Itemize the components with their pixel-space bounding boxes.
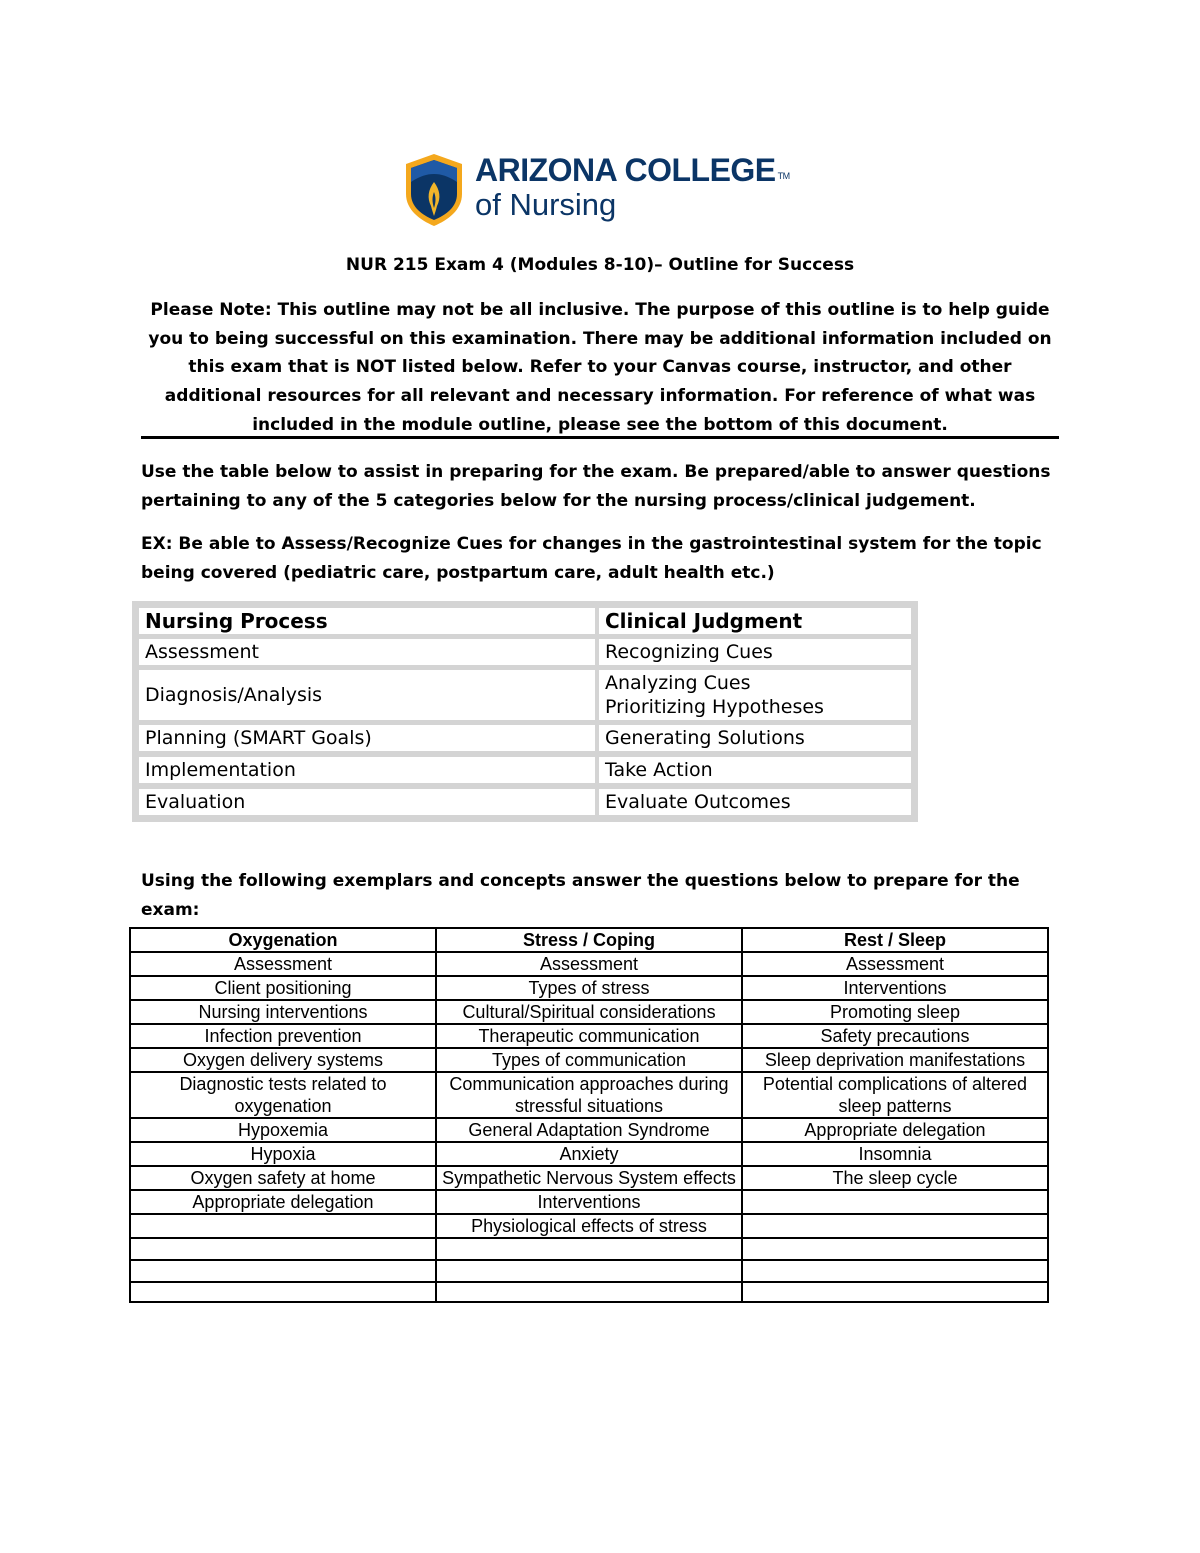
table-cell: Client positioning: [130, 976, 436, 1000]
table-cell: [742, 1282, 1048, 1302]
table-cell: Sleep deprivation manifestations: [742, 1048, 1048, 1072]
nursing-process-table: [132, 601, 918, 822]
table-cell: Interventions: [742, 976, 1048, 1000]
table-cell: Evaluate Outcomes: [599, 789, 911, 815]
table-row: [130, 952, 1048, 976]
table-cell: General Adaptation Syndrome: [436, 1118, 742, 1142]
table-cell: [742, 1260, 1048, 1282]
table-row: [130, 1118, 1048, 1142]
table-cell: Potential complications of altered sleep patterns: [742, 1072, 1048, 1118]
table-cell: Anxiety: [436, 1142, 742, 1166]
table-row: [130, 1024, 1048, 1048]
table-cell: Evaluation: [139, 789, 595, 815]
divider: [141, 436, 1059, 439]
table-cell: Generating Solutions: [599, 725, 911, 751]
table-cell: Infection prevention: [130, 1024, 436, 1048]
table-row: [130, 976, 1048, 1000]
logo-wordmark: [475, 152, 790, 222]
table-cell: [436, 1282, 742, 1302]
intro-paragraph: Use the table below to assist in preparing for the exam. Be prepared/able to answer questions pertaining to any of the 5 categories below for the nursing process/clinical judgement.: [141, 462, 1051, 511]
table-cell: The sleep cycle: [742, 1166, 1048, 1190]
table-cell: Assessment: [436, 952, 742, 976]
table-row: [130, 1142, 1048, 1166]
table-row: [130, 1260, 1048, 1282]
table-cell: Recognizing Cues: [599, 639, 911, 665]
table-cell: Safety precautions: [742, 1024, 1048, 1048]
shield-flame-icon: [403, 152, 465, 228]
table-row: [130, 1000, 1048, 1024]
table-cell: Diagnostic tests related to oxygenation: [130, 1072, 436, 1118]
table-cell: Types of stress: [436, 976, 742, 1000]
table-cell: Hypoxia: [130, 1142, 436, 1166]
table-cell: Nursing interventions: [130, 1000, 436, 1024]
table-cell: Implementation: [139, 757, 595, 783]
table-cell: Appropriate delegation: [130, 1190, 436, 1214]
table-cell: Hypoxemia: [130, 1118, 436, 1142]
table-cell: Assessment: [130, 952, 436, 976]
table-cell: Sympathetic Nervous System effects: [436, 1166, 742, 1190]
table-cell: [130, 1238, 436, 1260]
table-cell: [742, 1238, 1048, 1260]
table-cell: Communication approaches during stressful situations: [436, 1072, 742, 1118]
table-header-cell: Rest / Sleep: [742, 928, 1048, 952]
table-cell: Diagnosis/Analysis: [139, 670, 595, 720]
table-cell: Physiological effects of stress: [436, 1214, 742, 1238]
table-cell: Oxygen safety at home: [130, 1166, 436, 1190]
logo-line2: of Nursing: [475, 187, 617, 222]
table-header-cell: Stress / Coping: [436, 928, 742, 952]
table-cell: Promoting sleep: [742, 1000, 1048, 1024]
page-title: NUR 215 Exam 4 (Modules 8-10)– Outline for Success: [345, 255, 855, 275]
table-cell: [130, 1214, 436, 1238]
exemplar-intro: Using the following exemplars and concepts answer the questions below to prepare for the exam:: [141, 871, 1020, 920]
exemplar-table: [129, 927, 1049, 1303]
table-header-cell: Clinical Judgment: [599, 608, 911, 634]
table-cell: [130, 1260, 436, 1282]
table-row: [130, 1214, 1048, 1238]
table-row: [130, 1238, 1048, 1260]
cell-line: Prioritizing Hypotheses: [605, 696, 824, 718]
table-cell: [742, 1190, 1048, 1214]
table-cell: Take Action: [599, 757, 911, 783]
table-cell: Types of communication: [436, 1048, 742, 1072]
college-logo: [403, 150, 803, 230]
table-cell: Cultural/Spiritual considerations: [436, 1000, 742, 1024]
table-cell: Interventions: [436, 1190, 742, 1214]
table-cell: Insomnia: [742, 1142, 1048, 1166]
table-row: [130, 1072, 1048, 1118]
table-cell: [436, 1260, 742, 1282]
table-cell: Planning (SMART Goals): [139, 725, 595, 751]
table-header-cell: Nursing Process: [139, 608, 595, 634]
example-paragraph: EX: Be able to Assess/Recognize Cues for changes in the gastrointestinal system for the topic being covered (pediatric care, postpartum care, adult health etc.): [141, 534, 1042, 583]
trademark: TM: [777, 171, 790, 181]
table-cell: [742, 1214, 1048, 1238]
table-cell: Assessment: [139, 639, 595, 665]
table-row: [130, 1282, 1048, 1302]
table-header-row: [130, 928, 1048, 952]
table-cell: Oxygen delivery systems: [130, 1048, 436, 1072]
table-cell: [130, 1282, 436, 1302]
logo-line1: ARIZONA COLLEGE: [475, 152, 776, 188]
note-paragraph: Please Note: This outline may not be all inclusive. The purpose of this outline is to help guide you to being successful on this examination. There may be additional information included on this exam that is NOT listed below. Refer to your Canvas course, instructor, and other additional resources for all relevant and necessary information. For reference of what was included in the module outline, please see the bottom of this document.: [148, 300, 1052, 435]
table-cell: Therapeutic communication: [436, 1024, 742, 1048]
table-header-cell: Oxygenation: [130, 928, 436, 952]
table-cell: Assessment: [742, 952, 1048, 976]
table-cell: [436, 1238, 742, 1260]
table-row: [130, 1190, 1048, 1214]
table-row: [130, 1048, 1048, 1072]
table-row: [130, 1166, 1048, 1190]
cell-line: Analyzing Cues: [605, 672, 751, 694]
table-cell: Appropriate delegation: [742, 1118, 1048, 1142]
table-cell: [599, 670, 911, 720]
